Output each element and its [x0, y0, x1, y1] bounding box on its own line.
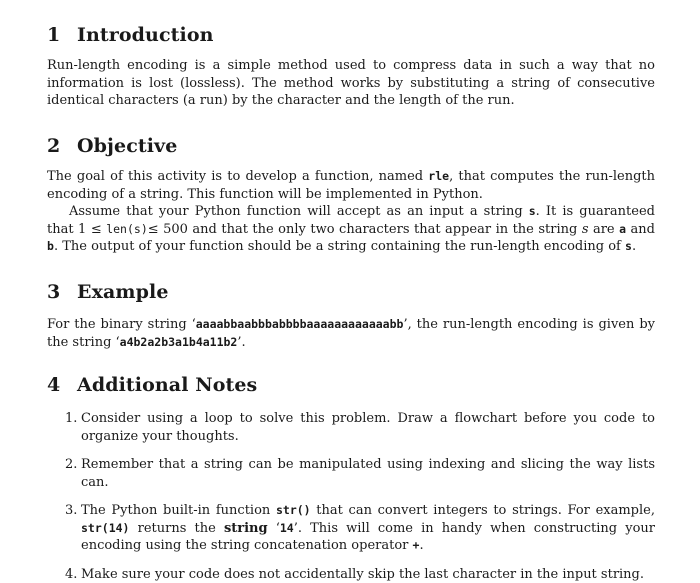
- code-b: b: [47, 239, 54, 253]
- section-heading: [47, 135, 655, 157]
- section-title: Objective: [77, 135, 177, 157]
- code-s: s: [625, 239, 632, 253]
- section-title: Example: [77, 281, 169, 303]
- section-introduction: [47, 24, 655, 110]
- paragraph: Assume that your Python function will accept as an input a string s. It is guaranteed that 1 ≤ len(s)≤ 500 and that the only two characters that appear in the string s are a and b. The output of your function should be a string containing the run-length encoding of s.: [47, 203, 655, 256]
- section-heading: [47, 24, 655, 46]
- code-rle: rle: [428, 169, 449, 183]
- section-example: [47, 281, 655, 351]
- code-a: a: [619, 222, 626, 236]
- code-str-14: str(14): [81, 521, 129, 535]
- section-number: 2: [47, 135, 77, 157]
- list-item: 1. Consider using a loop to solve this problem. Draw a flowchart before you code to organize your thoughts.: [47, 410, 655, 445]
- section-number: 1: [47, 24, 77, 46]
- list-item: 4. Make sure your code does not accidentally skip the last character in the input string.: [47, 566, 655, 583]
- code-s: s: [529, 204, 536, 218]
- list-item: 2. Remember that a string can be manipulated using indexing and slicing the way lists can.: [47, 456, 655, 491]
- section-objective: [47, 135, 655, 256]
- list-item: 3. The Python built-in function str() that can convert integers to strings. For example, str(14) returns the string ‘14’. This will come in handy when constructing your encoding using the string concatenation operator +.: [47, 502, 655, 555]
- code-14: 14: [280, 521, 294, 535]
- section-heading: [47, 374, 655, 396]
- code-len-s: len(s): [106, 222, 148, 236]
- section-title: Additional Notes: [77, 374, 257, 396]
- paragraph: Run-length encoding is a simple method used to compress data in such a way that no information is lost (lossless). The method works by substituting a string of consecutive identical characters (a run) by the character and the length of the run.: [47, 57, 655, 110]
- paragraph: The goal of this activity is to develop a function, named rle, that computes the run-length encoding of a string. This function will be implemented in Python.: [47, 168, 655, 203]
- code-str: str(): [276, 503, 311, 517]
- example-input-string: aaaabbaabbbabbbbaaaaaaaaaaaabb: [196, 317, 404, 331]
- section-number: 4: [47, 374, 77, 396]
- section-number: 3: [47, 281, 77, 303]
- code-plus: +: [413, 538, 420, 552]
- notes-list: [47, 410, 655, 583]
- example-output-string: a4b2a2b3a1b4a11b2: [120, 335, 238, 349]
- section-title: Introduction: [77, 24, 214, 46]
- section-heading: [47, 281, 655, 303]
- paragraph: For the binary string ‘aaaabbaabbbabbbbaaaaaaaaaaaabb’, the run-length encoding is given by the string ‘a4b2a2b3a1b4a11b2’.: [47, 316, 655, 351]
- section-additional-notes: [47, 374, 655, 583]
